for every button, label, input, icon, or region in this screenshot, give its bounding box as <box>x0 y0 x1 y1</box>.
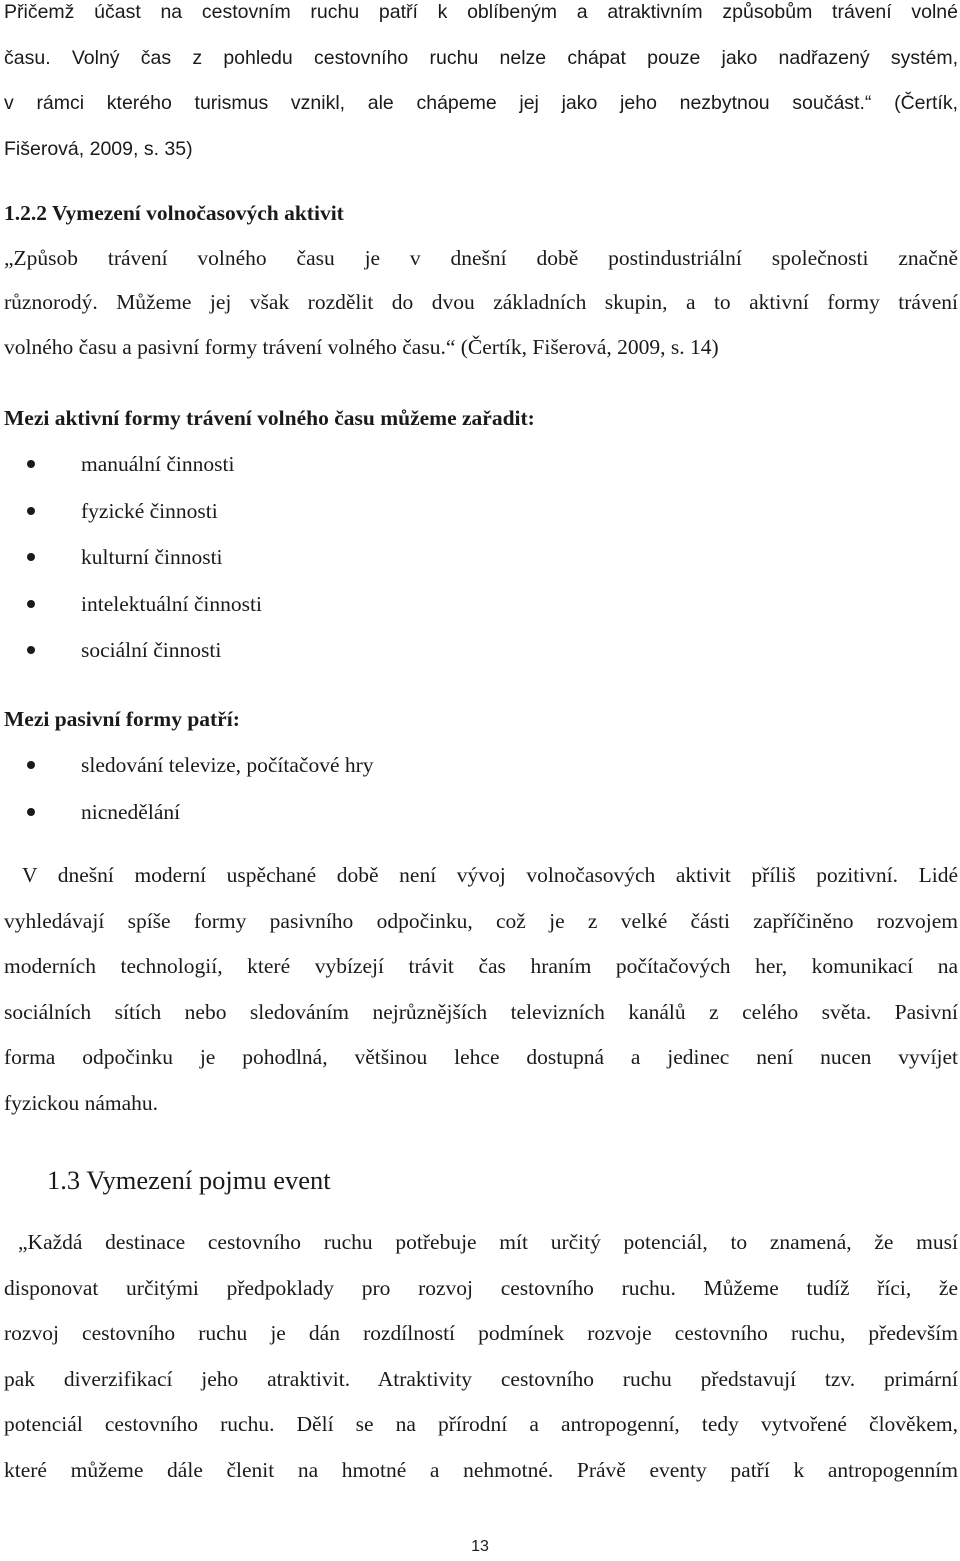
section-1-2-2 <box>4 191 958 370</box>
intro-paragraph <box>4 0 958 172</box>
section-heading: 1.3 Vymezení pojmu event <box>47 1165 331 1195</box>
paragraph-line: sociálních sítích nebo sledováním nejrůznějších televizních kanálů z celého světa. Pasivní <box>4 999 958 1024</box>
section-line: různorodý. Můžeme jej však rozdělit do dvou základních skupin, a to aktivní formy trávení <box>4 290 958 314</box>
paragraph-line: V dnešní moderní uspěchané době není vývoj volnočasových aktivit příliš pozitivní. Lidé <box>22 863 958 887</box>
passive-forms-list <box>4 742 958 835</box>
intro-line: v rámci kterého turismus vznikl, ale chápeme jej jako jeho nezbytnou součást.“ (Čertík, <box>4 92 958 114</box>
list-item: intelektuální činnosti <box>4 581 958 628</box>
active-forms-block <box>4 395 958 674</box>
page-number: 13 <box>471 1538 489 1555</box>
paragraph-line: rozvoj cestovního ruchu je dán rozdílností podmínek rozvoje cestovního ruchu, především <box>4 1321 958 1345</box>
modern-paragraph <box>4 853 958 1126</box>
paragraph-line: pak diverzifikací jeho atraktivit. Atraktivity cestovního ruchu představují tzv. primární <box>4 1366 958 1391</box>
paragraph-line: které můžeme dále členit na hmotné a nehmotné. Právě eventy patří k antropogenním <box>4 1457 958 1482</box>
section-heading: 1.2.2 Vymezení volnočasových aktivit <box>4 201 344 225</box>
section-1-3 <box>4 1160 958 1200</box>
active-forms-list <box>4 441 958 674</box>
paragraph-line: „Každá destinace cestovního ruchu potřebuje mít určitý potenciál, to znamená, že musí <box>18 1230 958 1254</box>
bullet-icon <box>27 553 35 561</box>
bullet-icon <box>27 808 35 816</box>
list-item: manuální činnosti <box>4 441 958 488</box>
section-line: „Způsob trávení volného času je v dnešní době postindustriální společnosti značně <box>4 246 958 270</box>
passive-forms-block <box>4 696 958 835</box>
bullet-icon <box>27 460 35 468</box>
list-item: sledování televize, počítačové hry <box>4 742 958 789</box>
paragraph-line: potenciál cestovního ruchu. Dělí se na přírodní a antropogenní, tedy vytvořené člověkem, <box>4 1412 958 1436</box>
bullet-icon <box>27 507 35 515</box>
paragraph-line: forma odpočinku je pohodlná, většinou lehce dostupná a jedinec není nucen vyvíjet <box>4 1045 958 1069</box>
list-item: fyzické činnosti <box>4 488 958 535</box>
active-forms-heading: Mezi aktivní formy trávení volného času můžeme zařadit: <box>4 406 535 430</box>
bullet-icon <box>27 646 35 654</box>
bullet-icon <box>27 761 35 769</box>
intro-line: Fišerová, 2009, s. 35) <box>4 137 193 160</box>
bullet-icon <box>27 600 35 608</box>
paragraph-line: disponovat určitými předpoklady pro rozvoj cestovního ruchu. Můžeme tudíž říci, že <box>4 1275 958 1300</box>
passive-forms-heading: Mezi pasivní formy patří: <box>4 707 240 731</box>
list-item: sociální činnosti <box>4 627 958 674</box>
paragraph-line: fyzickou námahu. <box>4 1090 159 1115</box>
list-item: kulturní činnosti <box>4 534 958 581</box>
section-1-3-body <box>4 1220 958 1493</box>
paragraph-line: vyhledávají spíše formy pasivního odpočinku, což je z velké části zapříčiněno rozvojem <box>4 908 958 933</box>
list-item: nicnedělání <box>4 789 958 836</box>
paragraph-line: moderních technologií, které vybízejí trávit čas hraním počítačových her, komunikací na <box>4 954 958 978</box>
section-line: volného času a pasivní formy trávení volného času.“ (Čertík, Fišerová, 2009, s. 14) <box>4 335 719 359</box>
intro-line: Přičemž účast na cestovním ruchu patří k oblíbeným a atraktivním způsobům trávení volné <box>4 1 958 23</box>
intro-line: času. Volný čas z pohledu cestovního ruchu nelze chápat pouze jako nadřazený systém, <box>4 46 958 69</box>
